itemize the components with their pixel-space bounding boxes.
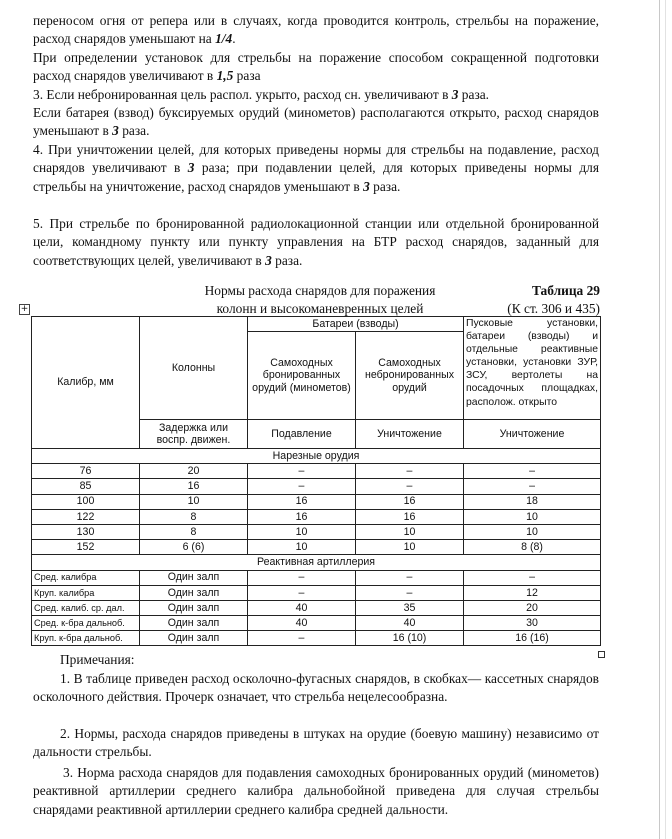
table-title xyxy=(170,282,470,317)
note-2: 2. Нормы, расхода снарядов приведены в штуках на орудие (боевую машину) независимо от дальности стрельбы. xyxy=(33,726,599,760)
cell: 40 xyxy=(248,600,356,615)
section-rifled-guns: Нарезные орудия xyxy=(32,449,601,464)
cell: – xyxy=(464,570,601,585)
cell: Один залп xyxy=(140,570,248,585)
cell: 10 xyxy=(464,509,601,524)
cell: 16 xyxy=(248,509,356,524)
table-row xyxy=(32,631,601,646)
table-row xyxy=(32,464,601,479)
cell: 100 xyxy=(32,494,140,509)
cell: 8 (8) xyxy=(464,540,601,555)
cell: – xyxy=(356,585,464,600)
header-destruction-2: Уничтожение xyxy=(464,420,601,449)
header-suppression: Подавление xyxy=(248,420,356,449)
norms-table xyxy=(31,316,601,646)
paragraph-3a: 3. Если небронированная цель распол. укрыто, расход сн. увеличивают в 3 раза. xyxy=(33,87,490,102)
table-title-line-1: Нормы расхода снарядов для поражения xyxy=(204,283,436,298)
cell: 16 xyxy=(248,494,356,509)
cell: 30 xyxy=(464,616,601,631)
cell: 10 xyxy=(356,524,464,539)
cell: 10 xyxy=(464,524,601,539)
table-row xyxy=(32,585,601,600)
cell: 130 xyxy=(32,524,140,539)
cell: 10 xyxy=(356,540,464,555)
table-number: Таблица 29 xyxy=(531,283,600,298)
table-row xyxy=(32,600,601,615)
cell: 16 (10) xyxy=(356,631,464,646)
cell: 85 xyxy=(32,479,140,494)
header-sp-armored: Самоходных бронированных орудий (минометов) xyxy=(248,332,356,420)
cell: 12 xyxy=(464,585,601,600)
table-title-line-2: колонн и высокоманевренных целей xyxy=(216,300,424,316)
cell: 10 xyxy=(248,524,356,539)
header-batteries: Батареи (взводы) xyxy=(248,317,464,332)
cell: 152 xyxy=(32,540,140,555)
cell: 10 xyxy=(248,540,356,555)
cell: 40 xyxy=(356,616,464,631)
cell: – xyxy=(356,570,464,585)
cell: Один залп xyxy=(140,600,248,615)
page-edge-line-shadow xyxy=(665,0,666,839)
header-launchers: Пусковые установки, батареи (взводы) и отдельные реактивные установки, установки ЗУР, ЗСУ, вертолеты на посадочных площадках, располож. открыто xyxy=(464,317,601,420)
cell: Круп. калибра xyxy=(32,585,140,600)
cell: – xyxy=(248,570,356,585)
cell: 76 xyxy=(32,464,140,479)
table-row xyxy=(32,524,601,539)
note-3: 3. Норма расхода снарядов для подавления самоходных бронированных орудий (минометов) реактивной артиллерии среднего калибра дальнобойной приведена для случая стрельбы снарядами реактивной артиллерии среднего калибра средней дальности. xyxy=(33,765,599,817)
cell: Круп. к-бра дальноб. xyxy=(32,631,140,646)
table-move-handle-icon[interactable]: + xyxy=(20,304,29,314)
cell: Один залп xyxy=(140,616,248,631)
cell: 16 (16) xyxy=(464,631,601,646)
cell: – xyxy=(464,464,601,479)
header-sp-unarmored: Самоходных небронированных орудий xyxy=(356,332,464,420)
cell: – xyxy=(248,631,356,646)
cell: Сред. калиб. ср. дал. xyxy=(32,600,140,615)
cell: 16 xyxy=(356,509,464,524)
cell: 20 xyxy=(464,600,601,615)
cell: – xyxy=(356,479,464,494)
paragraph-5: 5. При стрельбе по бронированной радиолокационной станции или отдельной бронированной цели, командному пункту или пункту управления на БТР расход снарядов, заданный для соответствующих целей, увеличивают в 3 раза. xyxy=(33,216,599,268)
paragraph-3b: Если батарея (взвод) буксируемых орудий (минометов) располагаются открыто, расход снарядов уменьшают в 3 раза. xyxy=(33,105,599,139)
cell: Один залп xyxy=(140,585,248,600)
cell: 122 xyxy=(32,509,140,524)
header-columns: Колонны xyxy=(140,317,248,420)
cell: Сред. калибра xyxy=(32,570,140,585)
cell: 6 (6) xyxy=(140,540,248,555)
cell: Один залп xyxy=(140,631,248,646)
cell: – xyxy=(248,464,356,479)
table-resize-handle[interactable] xyxy=(598,651,605,658)
cell: 35 xyxy=(356,600,464,615)
cell: – xyxy=(248,479,356,494)
table-row xyxy=(32,509,601,524)
table-row xyxy=(32,494,601,509)
cell: – xyxy=(248,585,356,600)
cell: 16 xyxy=(140,479,248,494)
cell: 8 xyxy=(140,524,248,539)
table-row xyxy=(32,479,601,494)
section-rocket-artillery: Реактивная артиллерия xyxy=(32,555,601,570)
table-row xyxy=(32,616,601,631)
header-caliber: Калибр, мм xyxy=(32,317,140,449)
cell: 8 xyxy=(140,509,248,524)
cell: Сред. к-бра дальноб. xyxy=(32,616,140,631)
table-reference: (К ст. 306 и 435) xyxy=(507,300,600,316)
cell: 10 xyxy=(140,494,248,509)
table-row xyxy=(32,540,601,555)
paragraph-2: При определении установок для стрельбы на поражение способом сокращенной подготовки расход снарядов увеличивают в 1,5 раза xyxy=(33,50,599,84)
cell: – xyxy=(356,464,464,479)
header-destruction-1: Уничтожение xyxy=(356,420,464,449)
paragraph-1: переносом огня от репера или в случаях, когда проводится контроль, стрельбы на поражение, расход снарядов уменьшают на 1/4. xyxy=(33,13,599,47)
page-edge-line xyxy=(659,0,660,839)
cell: 18 xyxy=(464,494,601,509)
cell: – xyxy=(464,479,601,494)
paragraph-4: 4. При уничтожении целей, для которых приведены нормы для стрельбы на подавление, расход снарядов увеличивают в 3 раза; при подавлении целей, для которых приведены нормы для стрельбы на уничтожение, расход снарядов уменьшают в 3 раза. xyxy=(33,142,599,194)
table-number-block xyxy=(480,282,600,317)
cell: 16 xyxy=(356,494,464,509)
cell: 40 xyxy=(248,616,356,631)
note-1: 1. В таблице приведен расход осколочно-фугасных снарядов, в скобках— кассетных снарядов осколочного действия. Прочерк означает, что стрельба нецелесообразна. xyxy=(33,671,599,705)
table-row xyxy=(32,570,601,585)
cell: 20 xyxy=(140,464,248,479)
header-delay: Задержка или воспр. движен. xyxy=(140,420,248,449)
notes-heading: Примечания: xyxy=(60,652,135,667)
